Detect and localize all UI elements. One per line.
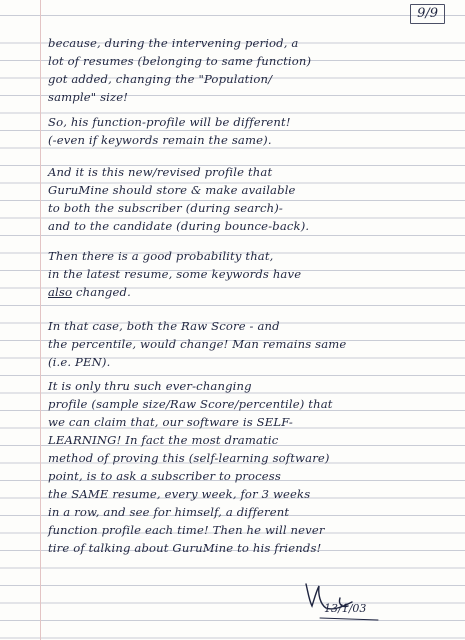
paragraph-3 <box>48 163 458 235</box>
text-line: function profile each time! Then he will never <box>48 523 325 537</box>
text-line: because, during the intervening period, a <box>48 36 299 50</box>
text-line: (-even if keywords remain the same). <box>48 133 272 147</box>
text-line: It is only thru such ever-changing <box>48 379 252 393</box>
margin-line <box>40 0 41 640</box>
text-line: the percentile, would change! Man remains same <box>48 337 347 351</box>
paragraph-5 <box>48 317 458 371</box>
text-line: And it is this new/revised profile that <box>48 165 273 179</box>
text-line: the SAME resume, every week, for 3 weeks <box>48 487 311 501</box>
underlined-word: also <box>48 285 73 299</box>
signature-block <box>300 578 410 628</box>
text-line: got added, changing the "Population/ <box>48 72 273 86</box>
text-line <box>48 283 458 301</box>
text-line: lot of resumes (belonging to same function) <box>48 54 312 68</box>
text-line: profile (sample size/Raw Score/percentile) that <box>48 397 333 411</box>
text-line: Then there is a good probability that, <box>48 249 274 263</box>
paragraph-4 <box>48 247 458 301</box>
paragraph-2 <box>48 113 458 149</box>
signature-date: 13/1/03 <box>324 602 367 615</box>
text-line: we can claim that, our software is SELF- <box>48 415 293 429</box>
text-line: point, is to ask a subscriber to process <box>48 469 282 483</box>
text-line: In that case, both the Raw Score - and <box>48 319 280 333</box>
text-line: and to the candidate (during bounce-back). <box>48 219 310 233</box>
text-line: GuruMine should store & make available <box>48 183 296 197</box>
text-line: to both the subscriber (during search)- <box>48 201 284 215</box>
text-line: LEARNING! In fact the most dramatic <box>48 433 279 447</box>
text-line: tire of talking about GuruMine to his friends! <box>48 541 322 555</box>
paragraph-1 <box>48 34 458 106</box>
text-line: So, his function-profile will be different! <box>48 115 291 129</box>
text-line: sample" size! <box>48 90 129 104</box>
page-number-box: 9/9 <box>410 4 445 24</box>
line-remainder: changed. <box>72 285 131 299</box>
text-line: method of proving this (self-learning software) <box>48 451 330 465</box>
paragraph-6 <box>48 377 458 557</box>
handwritten-body <box>48 34 458 563</box>
text-line: in a row, and see for himself, a different <box>48 505 290 519</box>
text-line: in the latest resume, some keywords have <box>48 267 302 281</box>
text-line: (i.e. PEN). <box>48 355 111 369</box>
